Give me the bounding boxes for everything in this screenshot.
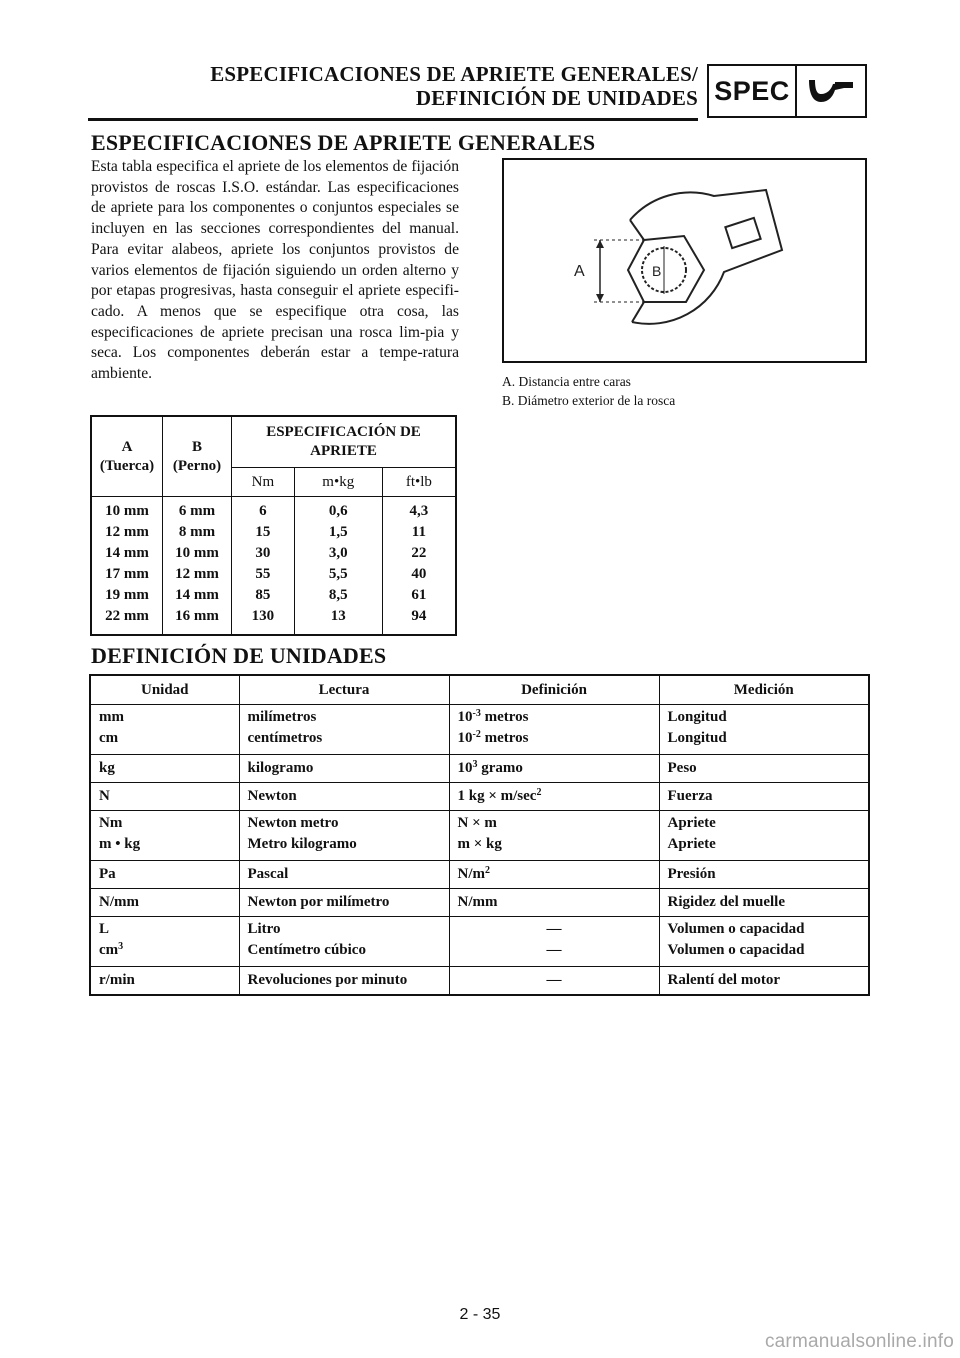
col-header-definicion: Definición: [449, 675, 659, 705]
header-title-line1: ESPECIFICACIONES DE APRIETE GENERALES/: [210, 62, 698, 86]
table-row: mm cm milímetros centímetros $10^{-3}$ metros $10^{-2}$ metros Longitud Longitud: [90, 705, 869, 755]
table-row: L $cm^3$ Litro Centímetro cúbico — — Volumen o capacidad Volumen o capacidad: [90, 917, 869, 967]
figure-label-b: B: [652, 263, 662, 279]
col-header-mkg: m•kg: [294, 468, 382, 497]
watermark: carmanualsonline.info: [764, 1331, 954, 1352]
table-row: Pa Pascal $N/m^2$ Presión: [90, 861, 869, 889]
units-table: [89, 674, 870, 996]
torque-col-mkg: 0,6 1,5 3,0 5,5 8,5 13: [294, 497, 382, 636]
wrench-diagram: [504, 160, 865, 361]
col-header-unidad: Unidad: [90, 675, 239, 705]
table-row: kg kilogramo $10^3$ gramo Peso: [90, 755, 869, 783]
caption-a: A. Distancia entre caras: [502, 374, 631, 389]
page-number: 2 - 35: [459, 1306, 501, 1323]
col-header-ftlb: ft•lb: [382, 468, 456, 497]
wrench-icon: [805, 76, 857, 106]
col-header-b: B (Perno): [163, 416, 232, 497]
intro-paragraph: Esta tabla especifica el apriete de los elementos de fijación provistos de roscas I.S.O. estándar. Las especificaciones de apriete para los componentes o conjuntos especiales se incluyen en las secciones correspondientes del manual. Para evitar alabeos, apriete los conjuntos provistos de varios elementos de fijación siguiendo un orden alterno y por etapas progresivas, hasta conseguir el apriete especifi-cado. A menos que se especifique otra cosa, las especificaciones de apriete precisan una rosca lim-pia y seca. Los componentes deberán estar a tempe-ratura ambiente.: [91, 158, 459, 383]
col-header-nm: Nm: [232, 468, 295, 497]
header-rule: [88, 118, 698, 121]
table-row: N/mm Newton por milímetro N/mm Rigidez del muelle: [90, 889, 869, 917]
torque-table: [90, 415, 457, 636]
section-title-torque: ESPECIFICACIONES DE APRIETE GENERALES: [91, 130, 596, 155]
spec-badge: [707, 64, 867, 118]
figure-captions: [502, 372, 675, 410]
torque-col-b: 6 mm 8 mm 10 mm 12 mm 14 mm 16 mm: [163, 497, 232, 636]
table-row: r/min Revoluciones por minuto — Ralentí del motor: [90, 967, 869, 996]
torque-col-nm: 6 15 30 55 85 130: [232, 497, 295, 636]
header-title-line2: DEFINICIÓN DE UNIDADES: [415, 86, 698, 110]
section-title-units: DEFINICIÓN DE UNIDADES: [91, 643, 387, 668]
spec-icon-cell: [797, 66, 865, 116]
torque-col-a: 10 mm 12 mm 14 mm 17 mm 19 mm 22 mm: [91, 497, 163, 636]
caption-b: B. Diámetro exterior de la rosca: [502, 393, 676, 408]
table-row: N Newton 1 kg × $m/\sec^2$ Fuerza: [90, 783, 869, 811]
col-header-a: A (Tuerca): [91, 416, 163, 497]
nut-bolt-figure: [502, 158, 867, 363]
spec-label: SPEC: [709, 66, 797, 116]
torque-col-ftlb: 4,3 11 22 40 61 94: [382, 497, 456, 636]
col-header-medicion: Medición: [659, 675, 869, 705]
col-header-lectura: Lectura: [239, 675, 449, 705]
col-header-torque-spec: ESPECIFICACIÓN DE APRIETE: [232, 416, 457, 468]
table-row: Nm m • kg Newton metro Metro kilogramo N × m m × kg Apriete Apriete: [90, 811, 869, 861]
figure-label-a: A: [574, 263, 585, 280]
